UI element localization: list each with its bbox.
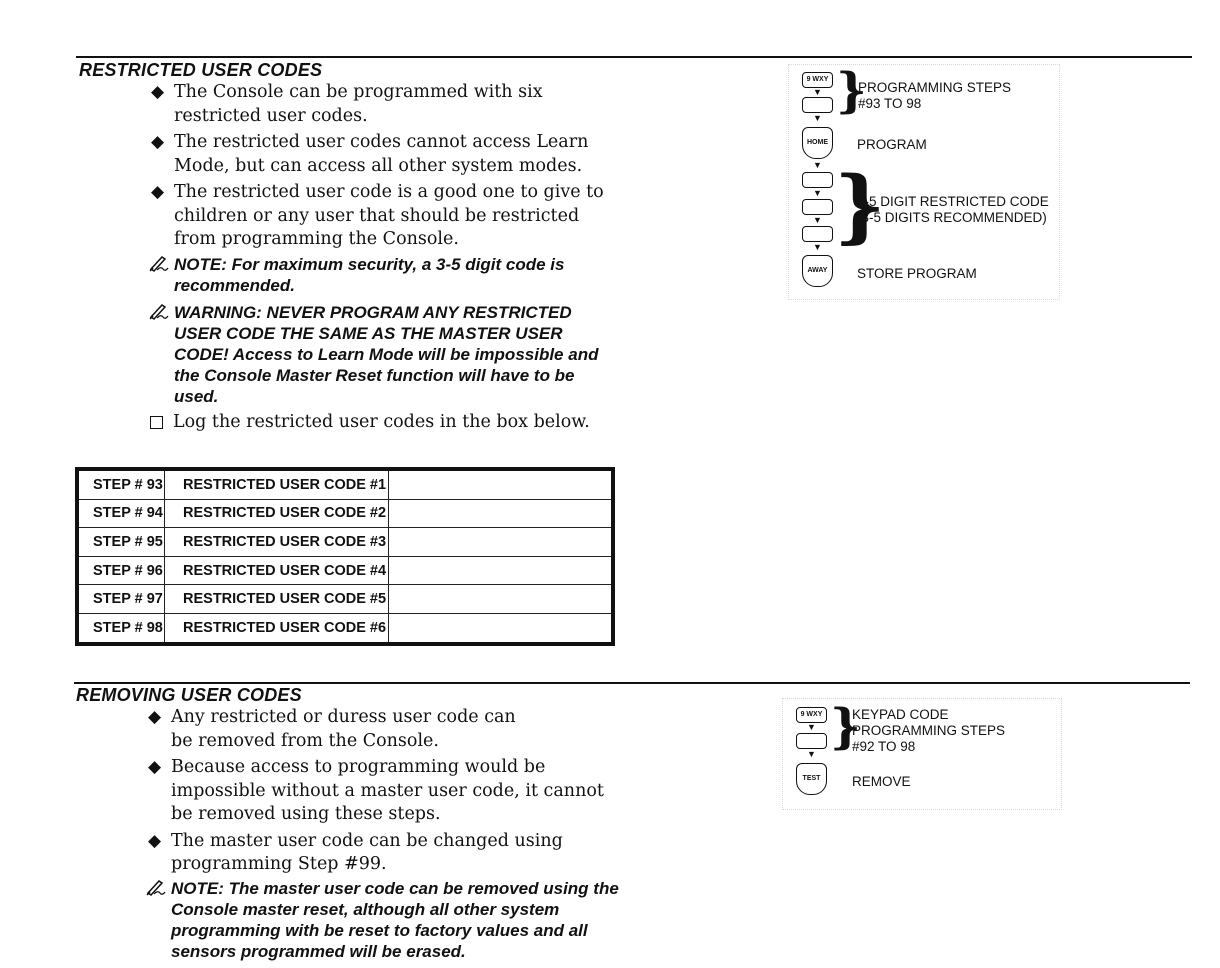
diamond-icon: ◆: [151, 182, 165, 202]
code-entry-cell[interactable]: [389, 499, 614, 528]
bullet-item: ◆ The restricted user codes cannot access Learn Mode, but can access all other system modes.: [151, 132, 589, 176]
arrow-down-icon: ▼: [807, 722, 816, 732]
checkbox[interactable]: [150, 416, 163, 429]
table-row: STEP # 93 RESTRICTED USER CODE #1: [77, 469, 613, 499]
brace-icon: }: [830, 699, 861, 755]
pen-icon: [146, 878, 166, 896]
diamond-icon: ◆: [148, 707, 162, 727]
pen-icon: [149, 302, 169, 320]
key-9-icon: 9 WXY: [796, 707, 827, 723]
blank-key-icon: [802, 199, 833, 215]
bullet-item: ◆ The master user code can be changed using programming Step #99.: [148, 830, 563, 874]
table-row: STEP # 98 RESTRICTED USER CODE #6: [77, 613, 613, 643]
middle-rule: [74, 682, 1190, 684]
restricted-codes-table: [75, 467, 615, 646]
code-entry-cell[interactable]: [389, 469, 614, 499]
away-key-icon: AWAY: [802, 255, 833, 287]
home-key-icon: HOME: [802, 127, 833, 159]
restricted-bullets: [149, 81, 619, 434]
diamond-icon: ◆: [148, 757, 162, 777]
top-rule: [76, 56, 1192, 58]
blank-key-icon: [796, 733, 827, 749]
diamond-icon: ◆: [151, 82, 165, 102]
blank-key-icon: [802, 172, 833, 188]
arrow-down-icon: ▼: [813, 113, 822, 123]
arrow-down-icon: ▼: [813, 215, 822, 225]
table-row: STEP # 95 RESTRICTED USER CODE #3: [77, 528, 613, 557]
arrow-down-icon: ▼: [813, 188, 822, 198]
pen-icon: [149, 254, 169, 272]
restricted-warning: WARNING: NEVER PROGRAM ANY RESTRICTED USER CODE THE SAME AS THE MASTER USER CODE! Access to Learn Mode will be impossible and the Console Master Reset function will have to be used.: [149, 302, 619, 407]
table-row: STEP # 94 RESTRICTED USER CODE #2: [77, 499, 613, 528]
log-instruction: Log the restricted user codes in the box below.: [149, 411, 619, 434]
code-entry-cell[interactable]: [389, 613, 614, 643]
removing-title: REMOVING USER CODES: [76, 685, 302, 705]
bullet-item: ◆ The restricted user code is a good one to give to children or any user that should be restricted from programming the Console.: [151, 182, 604, 249]
diamond-icon: ◆: [148, 830, 162, 851]
brace-icon: }: [834, 158, 886, 252]
removing-bullets: [146, 706, 626, 968]
test-key-icon: TEST: [796, 763, 827, 795]
diamond-icon: ◆: [151, 132, 165, 152]
table-row: STEP # 97 RESTRICTED USER CODE #5: [77, 585, 613, 614]
arrow-down-icon: ▼: [813, 160, 822, 170]
code-entry-cell[interactable]: [389, 528, 614, 557]
bullet-item: ◆ Because access to programming would be impossible without a master user code, it cannot be removed using these steps.: [148, 757, 604, 824]
code-entry-cell[interactable]: [389, 556, 614, 585]
bullet-item: ◆ The Console can be programmed with six restricted user codes.: [151, 82, 543, 126]
blank-key-icon: [802, 226, 833, 242]
blank-key-icon: [802, 97, 833, 113]
arrow-down-icon: ▼: [813, 242, 822, 252]
bullet-item: ◆ Any restricted or duress user code can be removed from the Console.: [148, 707, 516, 751]
restricted-note: NOTE: For maximum security, a 3-5 digit code is recommended.: [149, 254, 619, 296]
arrow-down-icon: ▼: [813, 87, 822, 97]
removing-note: NOTE: The master user code can be removed using the Console master reset, although all other system programming with be reset to factory values and all sensors programmed will be erased.: [146, 878, 626, 962]
arrow-down-icon: ▼: [807, 749, 816, 759]
table-row: STEP # 96 RESTRICTED USER CODE #4: [77, 556, 613, 585]
key-9-icon: 9 WXY: [802, 72, 833, 88]
brace-icon: }: [836, 63, 867, 119]
restricted-title: RESTRICTED USER CODES: [79, 60, 323, 80]
code-entry-cell[interactable]: [389, 585, 614, 614]
